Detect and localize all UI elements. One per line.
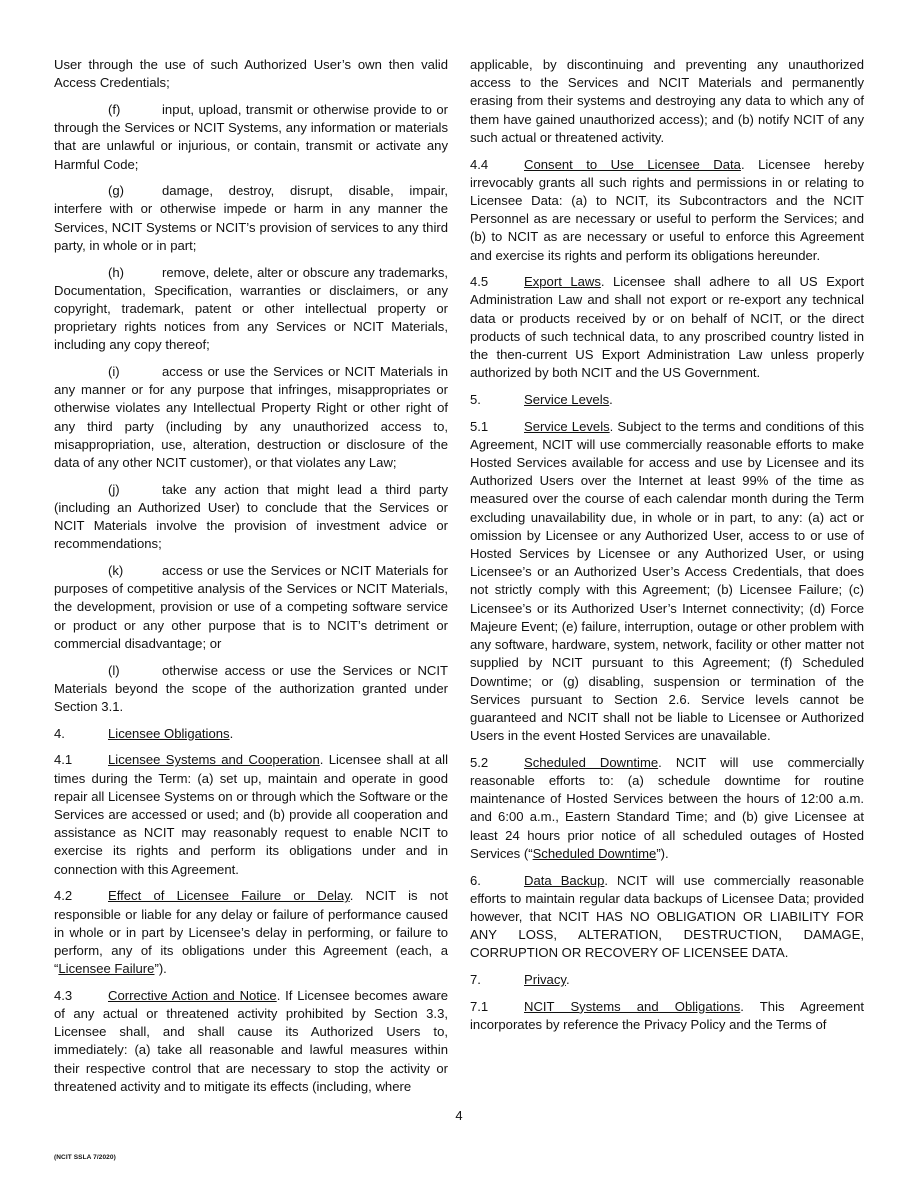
section-title: Privacy (524, 972, 566, 988)
section-number: 5.1 (470, 418, 489, 434)
section-text: . This Agreement incorporates by reference the Privacy Policy and the Terms of (470, 998, 864, 1032)
section-text: . If Licensee becomes aware of any actual or threatened activity prohibited by Section 3.3, Licensee shall, and shall cause its Authorized Users to, immediately: (a) take all reasonable and lawful measures within their respective control that are necessary to stop the activity or threatened activity and to mitigate its effects (including, where (54, 987, 448, 1094)
section-number: 7.1 (470, 998, 489, 1014)
item-label: (j) (108, 481, 120, 497)
section-4-2 (54, 887, 448, 978)
left-column (54, 56, 448, 1105)
continued-paragraph: User through the use of such Authorized User’s own then valid Access Credentials; (54, 57, 448, 91)
section-number: 4.3 (54, 987, 73, 1003)
section-text-end: ”). (154, 961, 167, 977)
defined-term: Scheduled Downtime (532, 845, 657, 861)
section-number: 4. (54, 725, 65, 741)
item-label: (k) (108, 563, 124, 579)
section-number: 4.1 (54, 752, 73, 768)
item-label: (l) (108, 662, 120, 678)
section-4-heading (54, 725, 448, 743)
section-number: 6. (470, 872, 481, 888)
section-number: 5.2 (470, 754, 489, 770)
section-text: . NCIT will use commercially reasonable efforts to maintain regular data backups of Licensee Data; provided however, that NCIT HAS NO OBLIGATION OR LIABILITY FOR ANY LOSS, ALTERATION, DESTRUCTION, DAMAGE, CORRUPTION OR RECOVERY OF LICENSEE DATA. (470, 872, 864, 961)
list-item-l (54, 662, 448, 717)
document-footer: (NCIT SSLA 7/2020) (54, 1154, 116, 1161)
section-5-heading (470, 391, 864, 409)
heading-period: . (229, 725, 234, 741)
item-text: damage, destroy, disrupt, disable, impair, interfere with or otherwise impede or harm in any manner the Services, NCIT Systems or NCIT’s provision of services to any third party, in whole or in part; (54, 183, 448, 253)
item-text: access or use the Services or NCIT Materials in any manner or for any purpose that infringes, misappropriates or otherwise violates any Intellectual Property Right or other right of any third party (including by any unauthorized access to, misappropriation, use, alteration, destruction or disclosure of the data of any other NCIT customer), or that violates any Law; (54, 364, 448, 471)
list-item-j (54, 481, 448, 554)
section-number: 4.4 (470, 156, 489, 172)
section-title: Consent to Use Licensee Data (524, 156, 741, 172)
section-title: Service Levels (524, 391, 610, 407)
section-text: . Licensee shall adhere to all US Export Administration Law and shall not export or re-export any technical data or products received by or on behalf of NCIT, or the direct products of such technical data, to any proscribed country listed in the then-current US Export Administration Law unless properly authorized by both NCIT and the US Government. (470, 274, 864, 381)
section-text: . Licensee shall at all times during the Term: (a) set up, maintain and operate in good repair all Licensee Systems on or through which the Software or the Services are accessed or used; and (b) provide all cooperation and assistance as NCIT may reasonably request to enable NCIT to exercise its rights and perform its obligations under and in connection with this Agreement. (54, 752, 448, 877)
section-4-5 (470, 273, 864, 382)
section-number: 5. (470, 391, 481, 407)
heading-period: . (609, 391, 613, 407)
list-item-k (54, 562, 448, 653)
section-title: Service Levels (524, 418, 610, 434)
section-text: . Licensee hereby irrevocably grants all such rights and permissions in or relating to Licensee Data: (a) to NCIT, its Subcontractors and the NCIT Personnel as are necessary or useful to perform the Services; and (b) to NCIT as are necessary or useful to enforce this Agreement and exercise its rights and perform its obligations hereunder. (470, 156, 864, 263)
section-7-heading (470, 971, 864, 989)
section-title: Effect of Licensee Failure or Delay (108, 888, 350, 904)
item-label: (h) (108, 264, 125, 280)
section-text: . Subject to the terms and conditions of this Agreement, NCIT will use commercially reasonable efforts to make Hosted Services available for access and use by Licensee and its Authorized Users over the Internet at least 99% of the time as measured over the course of each calendar month during the Term excluding unavailability due, in whole or in part, to any: (a) act or omission by Licensee or any Authorized User, access to or use of Hosted Services by Licensee or any Authorized User, or using Licensee’s or an Authorized User’s Access Credentials, that does not strictly comply with this Agreement; (b) Licensee Failure; (c) Licensee’s or its Authorized User’s Internet connectivity; (d) Force Majeure Event; (e) failure, interruption, outage or other problem with any software, hardware, system, network, facility or other matter not supplied by NCIT pursuant to this Agreement; (f) Scheduled Downtime; or (g) disabling, suspension or termination of the Services pursuant to Section 2.6. Service levels cannot be guaranteed and NCIT shall not be liable to Licensee or Authorized Users in the event Hosted Services are unavailable. (470, 418, 865, 744)
section-7-1 (470, 998, 864, 1034)
item-text: access or use the Services or NCIT Materials for purposes of competitive analysis of the Services or NCIT Materials, the development, provision or use of a competing software service or product or any other purpose that is to NCIT’s detriment or commercial disadvantage; or (54, 563, 448, 651)
section-4-1 (54, 751, 448, 878)
section-text: . NCIT is not responsible or liable for any delay or failure of performance caused in whole or in part by Licensee’s delay in performing, or failure to perform, any of its obligations under this Agreement (each, a “ (54, 888, 448, 977)
section-6 (470, 872, 864, 963)
section-4-4 (470, 156, 864, 265)
section-title: Data Backup (524, 872, 605, 888)
item-text: take any action that might lead a third party (including an Authorized User) to conclude that the Services or NCIT Materials involve the provision of investment advice or recommendations; (54, 481, 448, 552)
section-title: Licensee Systems and Cooperation (108, 752, 320, 768)
item-label: (f) (108, 101, 121, 117)
section-5-1 (470, 418, 864, 746)
continued-paragraph: applicable, by discontinuing and preventing any unauthorized access to the Services and NCIT Materials and permanently erasing from their systems and destroying any data to which any of them have gained unauthorized access); and (b) notify NCIT of any such actual or threatened activity. (470, 57, 864, 145)
heading-period: . (565, 972, 570, 988)
right-column (470, 56, 864, 1043)
section-text: . NCIT will use commercially reasonable efforts to: (a) schedule downtime for routine maintenance of Hosted Services between the hours of 12:00 a.m. and 6:00 a.m., Eastern Standard Time; and (b) give Licensee at least 24 hours prior notice of all scheduled outages of Hosted Services (“ (470, 754, 865, 861)
section-number: 7. (470, 972, 481, 988)
page-number: 4 (455, 1108, 463, 1123)
section-title: Licensee Obligations (108, 725, 230, 741)
item-text: remove, delete, alter or obscure any trademarks, Documentation, Specification, warranties or disclaimers, or any copyright, trademark, patent or other intellectual property or proprietary rights notices from any Services or NCIT Materials, including any copy thereof; (54, 264, 448, 353)
section-title: NCIT Systems and Obligations (524, 998, 741, 1014)
list-item-f (54, 101, 448, 174)
section-title: Export Laws (524, 274, 601, 290)
list-item-h (54, 264, 448, 355)
section-5-2 (470, 754, 864, 863)
item-text: input, upload, transmit or otherwise provide to or through the Services or NCIT Systems, any information or materials that are unlawful or injurious, or contain, transmit or activate any Harmful Code; (54, 101, 448, 172)
section-text-end: ”). (656, 845, 669, 861)
item-label: (g) (108, 183, 125, 199)
section-number: 4.2 (54, 888, 73, 904)
list-item-g (54, 182, 448, 255)
item-label: (i) (108, 364, 120, 380)
item-text: otherwise access or use the Services or NCIT Materials beyond the scope of the authorization granted under Section 3.1. (54, 662, 448, 714)
section-title: Scheduled Downtime (524, 754, 659, 770)
section-title: Corrective Action and Notice (108, 987, 277, 1003)
defined-term: Licensee Failure (58, 961, 155, 977)
list-item-i (54, 363, 448, 472)
section-4-3 (54, 987, 448, 1096)
section-number: 4.5 (470, 274, 489, 290)
